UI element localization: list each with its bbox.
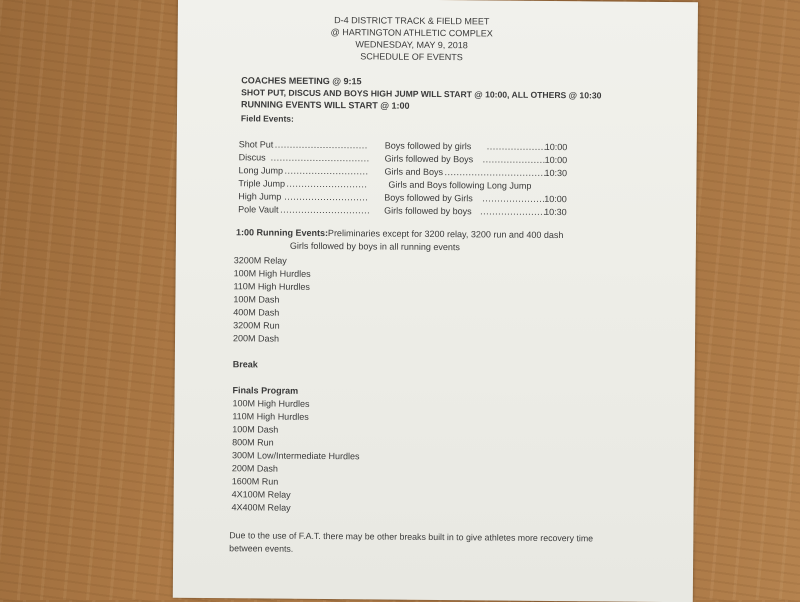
leader-dots: ...................... <box>480 206 547 217</box>
running-events-order-note: Girls followed by boys in all running events <box>289 240 460 253</box>
leader-dots: ............................ <box>284 165 369 177</box>
running-start-note: RUNNING EVENTS WILL START @ 1:00 <box>241 99 410 111</box>
running-event-item: 400M Dash <box>233 307 280 318</box>
footer-note: Due to the use of F.A.T. there may be other breaks built in to give athletes more recovery time <box>229 530 594 544</box>
field-event-name: Discus <box>238 152 266 163</box>
finals-heading: Finals Program <box>232 385 299 396</box>
header-subtitle: SCHEDULE OF EVENTS <box>360 51 463 63</box>
leader-dots: ............................... <box>274 139 368 151</box>
field-event-time: 10:00 <box>544 193 567 205</box>
running-event-item: 110M High Hurdles <box>233 281 310 292</box>
leader-dots: ................................. <box>270 152 370 164</box>
field-event-time: 10:00 <box>544 141 568 153</box>
field-event-order: Girls followed by Boys <box>384 153 474 165</box>
leader-dots: ............................ <box>284 191 369 203</box>
field-event-order: Boys followed by Girls <box>384 192 473 204</box>
finals-item: 100M High Hurdles <box>232 398 310 409</box>
schedule-paper <box>173 0 698 602</box>
finals-item: 1600M Run <box>231 476 279 487</box>
field-event-name: Triple Jump <box>238 178 286 189</box>
field-event-name: Long Jump <box>238 165 284 176</box>
leader-dots: ..................... <box>486 141 550 152</box>
field-event-order: Girls and Boys <box>384 166 444 178</box>
finals-item: 4X400M Relay <box>231 502 291 513</box>
field-event-time: 10:30 <box>544 206 567 218</box>
field-event-name: High Jump <box>238 191 282 202</box>
finals-item: 100M Dash <box>232 424 279 435</box>
leader-dots: ........................... <box>286 178 368 190</box>
leader-dots: ................................... <box>444 167 550 178</box>
finals-item: 200M Dash <box>231 463 278 474</box>
running-event-item: 200M Dash <box>232 333 280 344</box>
header-date: WEDNESDAY, MAY 9, 2018 <box>355 39 468 51</box>
finals-item: 800M Run <box>232 437 274 448</box>
header-venue: @ HARTINGTON ATHLETIC COMPLEX <box>330 27 493 39</box>
field-start-note: SHOT PUT, DISCUS AND BOYS HIGH JUMP WILL START @ 10:00, ALL OTHERS @ 10:30 <box>241 87 602 101</box>
leader-dots: .............................. <box>280 204 371 216</box>
running-event-item: 3200M Relay <box>233 255 287 266</box>
field-event-order: Boys followed by girls <box>384 140 472 152</box>
header-title: D-4 DISTRICT TRACK & FIELD MEET <box>334 15 490 27</box>
coaches-meeting: COACHES MEETING @ 9:15 <box>241 75 362 87</box>
finals-item: 300M Low/Intermediate Hurdles <box>231 450 360 462</box>
field-event-name: Pole Vault <box>238 204 279 215</box>
running-events-heading: 1:00 Running Events: <box>235 227 329 239</box>
leader-dots: ..................... <box>482 193 546 204</box>
running-events-note: Preliminaries except for 3200 relay, 3200 run and 400 dash <box>327 228 564 241</box>
field-event-name: Shot Put <box>238 139 274 150</box>
field-event-time: 10:00 <box>544 154 568 166</box>
field-event-order: Girls followed by boys <box>384 205 472 217</box>
field-event-time: 10:30 <box>544 167 568 179</box>
running-event-item: 100M Dash <box>233 294 280 305</box>
field-event-order: Girls and Boys following Long Jump <box>388 179 532 191</box>
break-label: Break <box>232 359 258 370</box>
running-event-item: 100M High Hurdles <box>233 268 311 279</box>
finals-item: 4X100M Relay <box>231 489 291 500</box>
running-event-item: 3200M Run <box>233 320 280 331</box>
field-events-heading: Field Events: <box>240 113 294 124</box>
finals-item: 110M High Hurdles <box>232 411 309 422</box>
footer-note-continued: between events. <box>229 543 294 554</box>
leader-dots: ..................... <box>482 154 546 165</box>
